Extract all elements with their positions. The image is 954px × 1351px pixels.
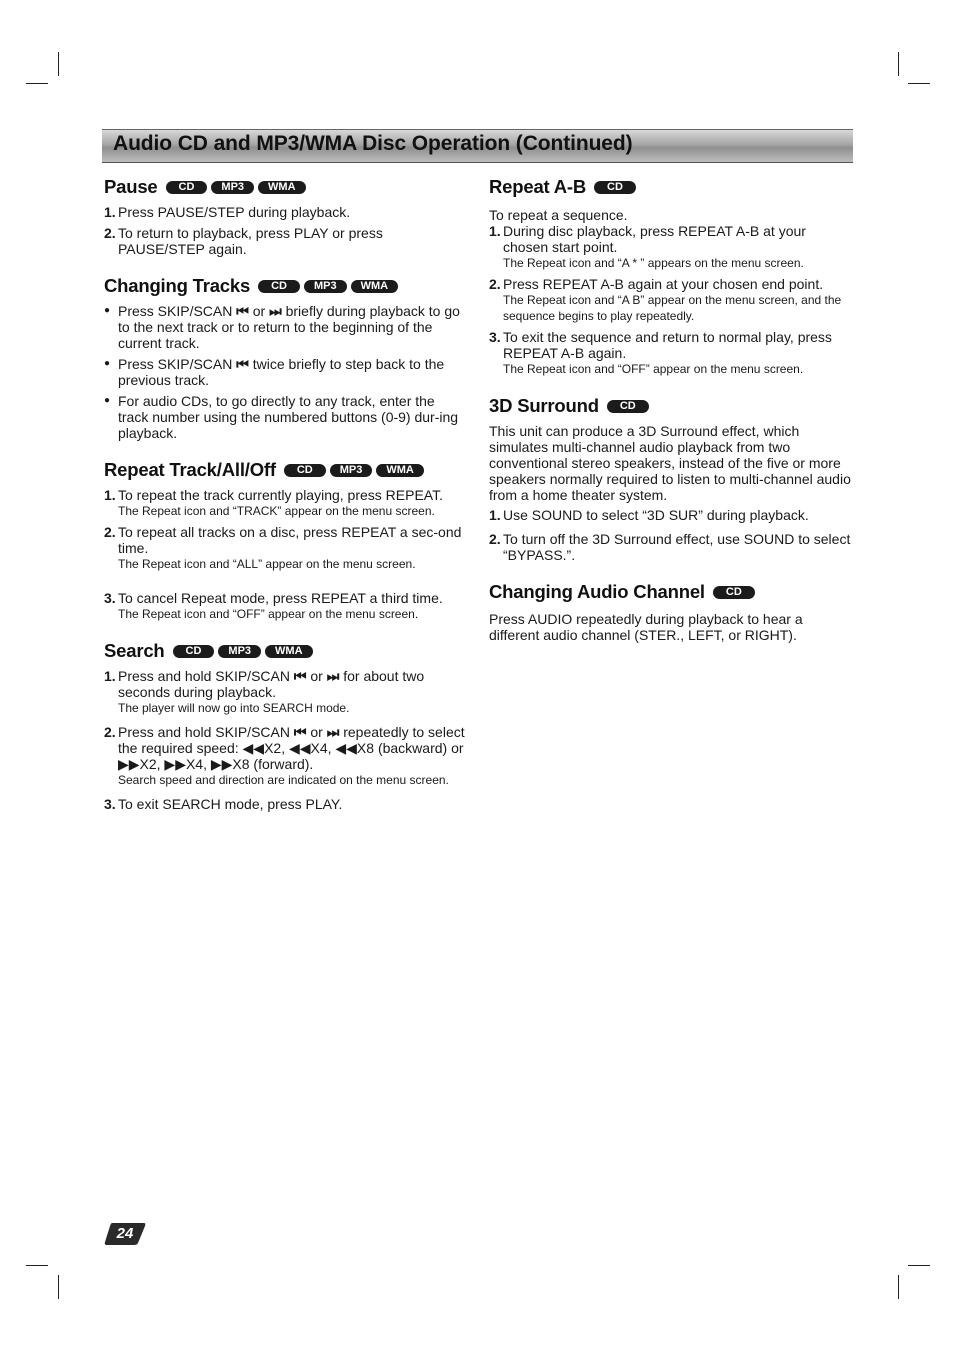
title-banner xyxy=(102,129,853,163)
surround-section xyxy=(489,395,851,563)
step-number: 1. xyxy=(104,487,116,503)
wma-badge: WMA xyxy=(258,181,306,194)
step-text: During disc playback, press REPEAT A-B at your chosen start point. xyxy=(503,223,806,255)
section-title: 3D Surround xyxy=(489,395,599,416)
step-text: To repeat all tracks on a disc, press REPEAT a sec-ond time. xyxy=(118,524,462,556)
crop-mark xyxy=(58,1275,59,1299)
step-number: 3. xyxy=(104,590,116,606)
page-number-badge xyxy=(104,1222,146,1246)
step-text: To repeat the track currently playing, press REPEAT. xyxy=(118,487,443,503)
step-text: To turn off the 3D Surround effect, use SOUND to select “BYPASS.”. xyxy=(503,531,851,563)
cd-badge: CD xyxy=(166,181,208,194)
step-text: To exit the sequence and return to normal play, press REPEAT A-B again. xyxy=(503,329,832,361)
step-text: Use SOUND to select “3D SUR” during playback. xyxy=(503,507,809,523)
mp3-badge: MP3 xyxy=(218,645,261,658)
wma-badge: WMA xyxy=(265,645,313,658)
bullet-text: For audio CDs, to go directly to any track, enter the track number using the numbered buttons (0-9) dur-ing playback. xyxy=(118,393,459,441)
bullet-icon: ● xyxy=(104,305,111,316)
step-note: The Repeat icon and “ALL” appear on the menu screen. xyxy=(118,557,416,571)
step-number: 3. xyxy=(489,329,501,345)
step xyxy=(489,329,851,377)
section-title: Repeat A-B xyxy=(489,176,587,197)
cd-badge: CD xyxy=(173,645,215,658)
intro-text: This unit can produce a 3D Surround effect, which simulates multi-channel audio playback from two conventional stereo speakers, instead of the five or more speakers normally required to listen to multi-channel audio from a home theater system. xyxy=(489,423,851,503)
step-note: The Repeat icon and “A B” appear on the menu screen, and the sequence begins to play repeatedly. xyxy=(503,293,842,323)
step xyxy=(104,724,466,788)
bullet-text: twice briefly to step back to the previous track. xyxy=(118,356,445,388)
skip-forward-icon: ⏭ xyxy=(326,724,340,740)
step xyxy=(489,276,851,324)
step xyxy=(104,796,466,812)
step-note: The Repeat icon and “TRACK” appear on the menu screen. xyxy=(118,504,435,518)
step-text: for about two seconds during playback. xyxy=(118,668,425,700)
step xyxy=(104,487,466,519)
skip-back-icon: ⏮ xyxy=(236,356,249,372)
section-title: Changing Audio Channel xyxy=(489,581,705,602)
cd-badge: CD xyxy=(713,586,755,599)
step-text: Press REPEAT A-B again at your chosen end point. xyxy=(503,276,824,292)
crop-mark xyxy=(908,83,930,84)
step xyxy=(104,524,466,572)
bullet-text: Press SKIP/SCAN xyxy=(118,303,233,319)
wma-badge: WMA xyxy=(351,280,399,293)
crop-mark xyxy=(58,52,59,76)
step-note: The player will now go into SEARCH mode. xyxy=(118,701,350,715)
skip-back-icon: ⏮ xyxy=(293,668,307,684)
step-number: 1. xyxy=(104,204,116,220)
step-number: 2. xyxy=(104,524,116,540)
mp3-badge: MP3 xyxy=(330,464,373,477)
step-number: 2. xyxy=(489,531,501,547)
step-text: or xyxy=(310,724,323,740)
step xyxy=(104,590,466,622)
mp3-badge: MP3 xyxy=(211,181,254,194)
step xyxy=(104,668,466,716)
section-title: Changing Tracks xyxy=(104,275,251,296)
step-text: To exit SEARCH mode, press PLAY. xyxy=(118,796,343,812)
step-text: To return to playback, press PLAY or press PAUSE/STEP again. xyxy=(118,225,383,257)
step-number: 3. xyxy=(104,796,116,812)
bullet-text: or xyxy=(252,303,266,319)
step-number: 1. xyxy=(104,668,116,684)
right-column xyxy=(489,176,851,661)
crop-mark xyxy=(898,52,899,76)
step-number: 1. xyxy=(489,223,501,239)
page-title: Audio CD and MP3/WMA Disc Operation (Continued) xyxy=(113,132,633,155)
step xyxy=(489,507,851,523)
skip-forward-icon: ⏭ xyxy=(326,668,340,684)
cd-badge: CD xyxy=(284,464,326,477)
step-note: The Repeat icon and “OFF” appear on the menu screen. xyxy=(118,607,419,621)
crop-mark xyxy=(26,1265,48,1266)
step-text: repeatedly to select the required speed: ◀◀X2, ◀◀X4, ◀◀X8 (backward) or ▶▶X2, ▶▶X4, ▶▶X8 (forward). xyxy=(118,724,465,772)
intro-text: To repeat a sequence. xyxy=(489,207,628,223)
bullet-text: briefly during playback to go to the next track or to return to the beginning of the current track. xyxy=(118,303,460,351)
step-number: 2. xyxy=(104,225,116,241)
repeat-ab-section xyxy=(489,176,851,377)
section-title: Search xyxy=(104,640,165,661)
cd-badge: CD xyxy=(594,181,636,194)
step-text: To cancel Repeat mode, press REPEAT a third time. xyxy=(118,590,443,606)
page-number: 24 xyxy=(116,1225,134,1242)
pause-section xyxy=(104,176,466,257)
step xyxy=(104,204,466,220)
bullet-icon: ● xyxy=(104,395,111,406)
step-text: Press and hold SKIP/SCAN xyxy=(118,668,290,684)
step-text: Press and hold SKIP/SCAN xyxy=(118,724,290,740)
wma-badge: WMA xyxy=(376,464,424,477)
section-title: Repeat Track/All/Off xyxy=(104,459,276,480)
changing-tracks-section xyxy=(104,275,466,441)
skip-back-icon: ⏮ xyxy=(293,724,307,740)
bullet-item xyxy=(104,393,466,441)
left-column xyxy=(104,176,466,830)
crop-mark xyxy=(908,1265,930,1266)
mp3-badge: MP3 xyxy=(304,280,347,293)
step-text: or xyxy=(310,668,323,684)
step xyxy=(489,531,851,563)
step-number: 1. xyxy=(489,507,501,523)
repeat-track-section xyxy=(104,459,466,622)
step xyxy=(489,223,851,271)
body-text: Press AUDIO repeatedly during playback to hear a different audio channel (STER., LEFT, or RIGHT). xyxy=(489,611,803,643)
cd-badge: CD xyxy=(258,280,300,293)
step-text: Press PAUSE/STEP during playback. xyxy=(118,204,351,220)
cd-badge: CD xyxy=(607,400,649,413)
bullet-text: Press SKIP/SCAN xyxy=(118,356,233,372)
audio-channel-section xyxy=(489,581,851,643)
step-note: The Repeat icon and “A * ” appears on the menu screen. xyxy=(503,256,804,270)
section-title: Pause xyxy=(104,176,158,197)
step-number: 2. xyxy=(489,276,501,292)
skip-forward-icon: ⏭ xyxy=(269,303,282,319)
step xyxy=(104,225,466,257)
bullet-item xyxy=(104,356,466,388)
skip-back-icon: ⏮ xyxy=(236,303,249,319)
crop-mark xyxy=(898,1275,899,1299)
search-section xyxy=(104,640,466,812)
bullet-item xyxy=(104,303,466,351)
crop-mark xyxy=(26,83,48,84)
step-note: Search speed and direction are indicated on the menu screen. xyxy=(118,773,449,787)
bullet-icon: ● xyxy=(104,358,111,369)
step-note: The Repeat icon and “OFF” appear on the menu screen. xyxy=(503,362,804,376)
step-number: 2. xyxy=(104,724,116,740)
